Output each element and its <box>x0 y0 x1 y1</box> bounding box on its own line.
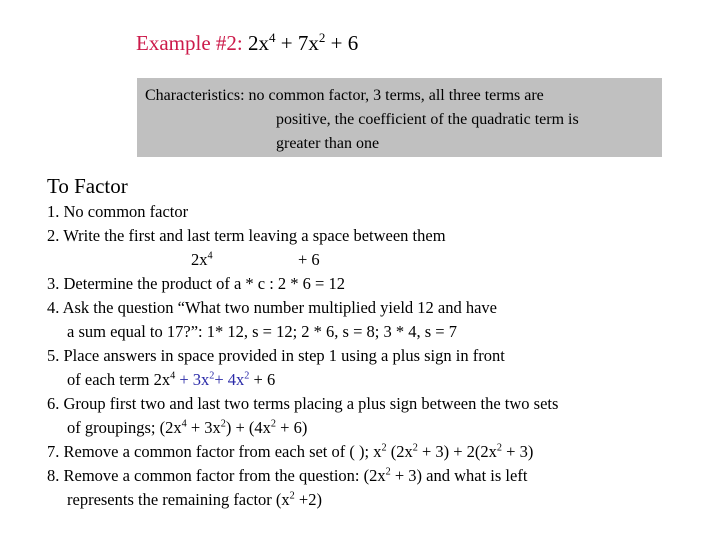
step-5-line-2: of each term $2x^4 + 3x^2+ 4x^2 + 6$ <box>67 370 276 389</box>
step-6-line-1: 6. Group first two and last two terms placing a plus sign between the two sets <box>47 394 559 413</box>
to-factor-heading: To Factor <box>47 174 128 198</box>
characteristics-line-1: Characteristics: no common factor, 3 terms, all three terms are <box>145 87 544 104</box>
step-7: 7. Remove a common factor from each set of ( ); $x^2$ $(2x^2 + 3) + 2(2x^2 + 3)$ <box>47 442 534 461</box>
step-8-line-1: 8. Remove a common factor from the question: $(2x^2 + 3)$ and what is left <box>47 466 528 485</box>
step-2-first-term: $2x^4$ <box>191 250 213 269</box>
example-title <box>136 30 358 56</box>
step-6-line-2: of groupings; $(2x^4 + 3x^2) + (4x^2 + 6)$ <box>67 418 308 437</box>
characteristics-line-2: positive, the coefficient of the quadratic term is <box>276 111 579 128</box>
step-2-last-term: + 6 <box>298 250 320 269</box>
step-3: 3. Determine the product of a * c : 2 * 6 = 12 <box>47 274 345 293</box>
example-label: Example #2: <box>136 31 243 55</box>
characteristics-line-3: greater than one <box>276 135 380 152</box>
step-1: 1. No common factor <box>47 202 189 221</box>
example-expression: $2x^4 + 7x^2 + 6$ <box>247 30 359 55</box>
step-2: 2. Write the first and last term leaving a space between them <box>47 226 446 245</box>
step-4-line-1: 4. Ask the question “What two number multiplied yield 12 and have <box>47 298 497 317</box>
step-4-line-2: a sum equal to 17?”: 1* 12, s = 12; 2 * 6, s = 8; 3 * 4, s = 7 <box>67 322 457 341</box>
step-5-line-1: 5. Place answers in space provided in step 1 using a plus sign in front <box>47 346 505 365</box>
step-8-line-2: represents the remaining factor $(x^2 +2)$ <box>67 490 322 509</box>
